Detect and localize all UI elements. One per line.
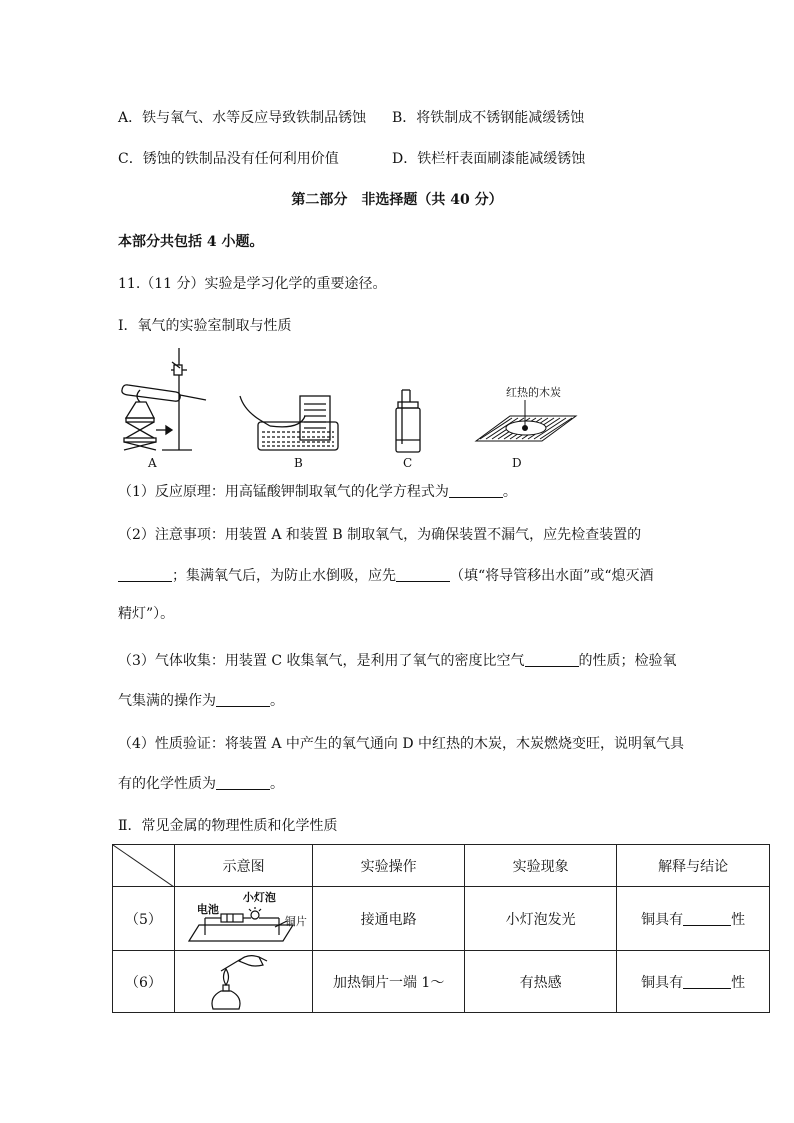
header-conclusion: 解释与结论 <box>617 845 770 887</box>
question-2-line-1: （2）注意事项：用装置 A 和装置 B 制取氧气，为确保装置不漏气，应先检查装置的 <box>118 527 642 543</box>
answer-blank-2a[interactable] <box>118 567 172 582</box>
question-2-line-2: ；集满氧气后，为防止水倒吸，应先 （填“将导管移出水面”或“熄灭酒 <box>118 566 653 586</box>
label-copper-sheet: 铜片 <box>284 915 307 928</box>
row-6-operation: 加热铜片一端 1～ <box>313 951 464 1013</box>
label-c: C <box>403 456 413 470</box>
question-3-line-1: （3）气体收集：用装置 C 收集氧气，是利用了氧气的密度比空气 的性质；检验氧 <box>118 653 677 669</box>
question-11-stem: 11.（11 分）实验是学习化学的重要途径。 <box>118 276 387 292</box>
part-1-title: I．氧气的实验室制取与性质 <box>118 318 292 334</box>
apparatus-b-drawing <box>240 396 338 450</box>
section-title: 第二部分 非选择题（共 40 分） <box>291 192 503 208</box>
label-battery: 电池 <box>196 903 219 916</box>
question-4-line-2: 有的化学性质为 。 <box>118 776 284 792</box>
row-5-diagram <box>174 887 313 951</box>
header-phenomenon: 实验现象 <box>464 845 616 887</box>
row-6-diagram <box>174 951 313 1013</box>
label-a: A <box>148 456 157 470</box>
apparatus-figure <box>0 340 794 470</box>
question-1: （1）反应原理：用高锰酸钾制取氧气的化学方程式为 。 <box>118 484 517 500</box>
table-row <box>113 887 770 951</box>
option-b: B．将铁制成不锈钢能减缓锈蚀 <box>392 110 585 126</box>
apparatus-c-drawing <box>396 390 420 452</box>
row-5-number: （5） <box>113 887 175 951</box>
answer-blank-5[interactable] <box>683 911 731 926</box>
label-d: D <box>512 456 522 470</box>
section-note: 本部分共包括 4 小题。 <box>118 234 264 250</box>
row-5-phenomenon: 小灯泡发光 <box>464 887 616 951</box>
table-header-row <box>113 845 770 887</box>
experiment-table <box>112 844 770 1013</box>
header-operation: 实验操作 <box>313 845 464 887</box>
answer-blank-2b[interactable] <box>396 567 450 582</box>
apparatus-d-drawing <box>476 400 576 441</box>
part-2-title: Ⅱ．常见金属的物理性质和化学性质 <box>118 818 338 834</box>
question-4-line-1: （4）性质验证：将装置 A 中产生的氧气通向 D 中红热的木炭，木炭燃烧变旺，说明氧气具 <box>118 736 685 752</box>
apparatus-a-drawing <box>122 348 206 450</box>
question-2-line-3: 精灯”）。 <box>118 606 175 622</box>
row-5-operation: 接通电路 <box>313 887 464 951</box>
caption-glowing-charcoal: 红热的木炭 <box>506 386 561 399</box>
label-bulb: 小灯泡 <box>242 891 276 904</box>
option-a: A．铁与氧气、水等反应导致铁制品锈蚀 <box>118 110 367 126</box>
heating-copper-diagram <box>175 951 313 1013</box>
row-6-number: （6） <box>113 951 175 1013</box>
answer-blank-4[interactable] <box>216 775 270 790</box>
answer-blank-1[interactable] <box>449 483 503 498</box>
row-6-phenomenon: 有热感 <box>464 951 616 1013</box>
header-diagram: 示意图 <box>174 845 313 887</box>
answer-blank-3b[interactable] <box>216 692 270 707</box>
row-6-conclusion: 铜具有 性 <box>617 951 770 1013</box>
question-1-text: （1）反应原理：用高锰酸钾制取氧气的化学方程式为 <box>118 484 449 500</box>
option-c: C．锈蚀的铁制品没有任何利用价值 <box>118 151 339 167</box>
header-corner-cell <box>113 845 175 887</box>
table-row <box>113 951 770 1013</box>
row-5-conclusion: 铜具有 性 <box>617 887 770 951</box>
question-3-line-2: 气集满的操作为 。 <box>118 693 284 709</box>
answer-blank-6[interactable] <box>683 974 731 989</box>
label-b: B <box>294 456 303 470</box>
answer-blank-3a[interactable] <box>525 652 579 667</box>
option-d: D．铁栏杆表面刷漆能减缓锈蚀 <box>392 151 586 167</box>
